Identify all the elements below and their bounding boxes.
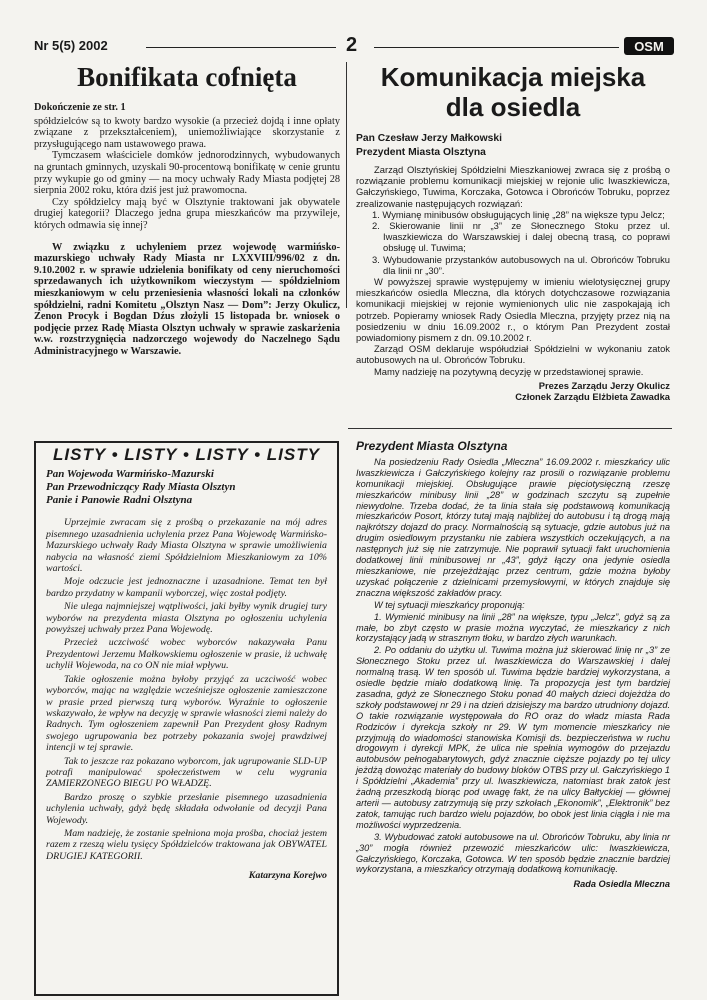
article-paragraph: Mamy nadzieję na pozytywną decyzję w przedstawionej sprawie. xyxy=(374,365,644,377)
address-line: Pan Wojewoda Warmińsko-Mazurski xyxy=(46,468,214,481)
letter-paragraph: Przecież uczciwość wobec wyborców nakazywała Panu Prezydentowi Jerzemu Małkowskiemu ogłoszenie w prasie, iż uchwałę uchylił Wojewoda, na co ON nie miał wpływu. xyxy=(46,637,327,672)
proposal-list xyxy=(356,209,670,276)
address-line: Panie i Panowie Radni Olsztyna xyxy=(46,494,193,507)
article-paragraph: Tymczasem właściciele domków jednorodzinnych, wybudowanych na gruntach gminnych, uzyskali 90-procentową bonifikatę w cenie gruntu przy wykupie go od gminy — na mocy uchwały Rady Miasta podjętej 28 sierpnia 2002 roku, która dziś jest już prawomocna. xyxy=(34,150,340,197)
osm-logo xyxy=(624,37,674,55)
letter-paragraph: Bardzo proszę o szybkie przesłanie pisemnego uzasadnienia uchylenia uchwały, gdyż będę składała odwołanie od decyzji Pana Wojewody. xyxy=(46,791,327,826)
article-paragraph: spółdzielców są to kwoty bardzo wysokie (a przecież dojdą i inne opłaty związane z przekształceniem), uniemożliwiające skorzystanie z przysługującego nam ustawowego prawa. xyxy=(34,115,340,150)
article-paragraph: W powyższej sprawie występujemy w imieniu wielotysięcznej grupy mieszkańców osiedla Mleczna, dla których dotychczasowe rozwiązania komunikacji miejskiej w rejonie wymienionych ulic nie zaspokajają ich potrzeb. Popieramy wniosek Rady Osiedla Mleczna, przyjęty przez nią na posiedzeniu w dniu 16.09.2002 r., o którym Pan Prezydent został powiadomiony pismem z dn. 09.10.2002 r. xyxy=(356,276,670,344)
council-paragraph: W tej sytuacji mieszkańcy proponują: xyxy=(374,599,525,610)
page-header xyxy=(34,36,674,58)
council-paragraph: 2. Po oddaniu do użytku ul. Tuwima można już skierować linię nr „3” ze Słonecznego Stoku przez ul. Iwaszkiewicza do Warszawskiej i dalej normalną trasą. W ten sposób ul. Tuwima będzie bardziej wykorzystana, a osiedle będzie miało dodatkową linię. Ta propozycja jest tym bardziej zasadna, gdyż ze Słonecznego Stoku ponad 40 małych dzieci dojeżdża do szkoły podstawowej nr 29 i na dzień dzisiejszy ma bardzo utrudniony dojazd. O takie rozwiązanie występowała do RO oraz do władz miasta Rada Rodziców i dyrekcja szkoły nr 29. W tym momencie mieszkańcy nie przyjmują do wiadomości stanowiska Komisji ds. bezpieczeństwa w ruchu drogowym i dyrekcji MPK, że ulica nie spełnia wymogów do przejazdu autobusów pełnogabarytowych, gdyż znacznie cięższe pojazdy po tej ulicy jeżdżą dowożąc materiały do budowy bloków OTBS przy ul. Gałczyńskiego 1 i Spółdzielni „Akademia” przy ul. Iwaszkiewicza, natomiast brak zatok jest żadną przeszkodą biorąc pod uwagę fakt, że na ulicy Bałtyckiej — głównej arterii — autobusy zatrzymują się przy szkołach „Ekonomik”, „Elektronik” bez zatok, tamując ruch bardzo wielu pojazdów, bo obok jest linia ciągła i nie ma możliwości wyprzedzenia. xyxy=(356,645,670,830)
article-bold-paragraph: W związku z uchyleniem przez wojewodę warmińsko-mazurskiego uchwały Rady Miasta nr LXXVIII/996/02 z dn. 9.10.2002 r. w sprawie udzielenia bonifikaty od ceny nieruchomości sprzedawanych ich użytkownikom wieczystym — spółdzielniom mieszkaniowym w celu przeniesienia własności lokali na członków spółdzielni, radni Komitetu „Olsztyn Nasz — Dom”: Jerzy Okulicz, Zenon Procyk i Bogdan Dźus złożyli 15 listopada br. wniosek o podjęcie przez Radę Miasta Olsztyn uchwały w sprawie zaskarżenia w.w. rozstrzygnięcia nadzorczego wojewody do Naczelnego Sądu Administracyjnego w Warszawie. xyxy=(34,241,340,357)
page-number: 2 xyxy=(346,34,358,56)
letter-paragraph: Nie ulega najmniejszej wątpliwości, jaki byłby wynik drugiej tury wyborów na prezydenta miasta Olsztyna po ogłoszeniu uchylenia powyższej uchwały przez Pana Wojewodę. xyxy=(46,601,327,636)
letter-paragraph: Tak to jeszcze raz pokazano wyborcom, jak ugrupowanie SLD-UP potrafi manipulować społeczeństwem w celu wygrania ZAMIERZONEGO BIEGU PO WŁADZĘ. xyxy=(46,755,327,790)
proposal-item: 1. Wymianę minibusów obsługujących linię „28” na większe typu Jelcz; xyxy=(372,208,665,220)
signature-member: Członek Zarządu Elżbieta Zawadka xyxy=(515,391,670,403)
title-line: dla osiedla xyxy=(445,92,581,122)
column-divider xyxy=(346,62,347,308)
address-line: Pan Przewodniczący Rady Miasta Olsztyn xyxy=(46,481,236,494)
title-line: Komunikacja miejska xyxy=(380,62,646,92)
letter-address xyxy=(46,468,327,507)
letters-box xyxy=(34,441,339,996)
recipient-name: Pan Czesław Jerzy Małkowski xyxy=(356,133,502,144)
section-divider xyxy=(348,428,672,429)
council-paragraph: Na posiedzeniu Rady Osiedla „Mleczna” 16.09.2002 r. mieszkańcy ulic Iwaszkiewicza i Gałczyńskiego kolejny raz prosili o rozwiązanie problemu komunikacji miejskiej. Obsługujące prawie pięciotysięczną rzeszę mieszkańców minibusy linii „28” w godzinach szczytu są zupełnie niewydolne. Trzeba dodać, że ta linia stała się podstawową komunikacją mieszkańców Posort, którzy tutaj mają najbliżej do autobusu i tą drogą mają najkrótszy dojazd do pracy. Normalnością są sytuacje, gdzie autobus już na drugim osiedlowym przystanku nie zabiera wszystkich oczekujących, a na następnych już się nie zatrzymuje. Nie poprawił sytuacji fakt uruchomienia dodatkowej linii minibusowej nr „43”, gdyż łączy ona jedynie osiedla mieszkaniowe, nie przejeżdżając przez centrum, gdzie można byłoby uzyskać połączenie z dzielnicami przemysłowymi, w których znajduje się znaczna większość zakładów pracy. xyxy=(356,456,670,598)
article-paragraph: Zarząd OSM deklaruje współudział Spółdzielni w wykonaniu zatok autobusowych na ul. Obrońców Tobruku. xyxy=(356,343,670,366)
logo-text: OSM xyxy=(634,39,664,54)
letters-banner: LISTY • LISTY • LISTY • LISTY xyxy=(53,445,320,464)
letter-signature: Katarzyna Korejwo xyxy=(248,870,327,882)
proposal-item: 2. Skierowanie linii nr „3” ze Słonecznego Stoku przez ul. Iwaszkiewicza do Warszawskiej i dalej obecną trasą, co poprawi obsługę ul. Tuwima; xyxy=(372,220,670,254)
article-paragraph: Czy spółdzielcy mają być w Olsztynie traktowani jak obywatele drugiej kategorii? Dlaczego jedna grupa mieszkańców ma przywileje, których odmawia się innej? xyxy=(34,196,340,231)
council-paragraph: 1. Wymienić minibusy na linii „28” na większe, typu „Jelcz”, gdyż są za małe, bo zbyt często w prasie można wyczytać, że mieszkańcy z nich korzystający jadą w strasznym tłoku, w bardzo złych warunkach. xyxy=(356,611,670,644)
bonifikata-article xyxy=(34,62,340,357)
header-rule-left xyxy=(146,47,336,48)
council-letter xyxy=(356,441,670,890)
continuation-note: Dokończenie ze str. 1 xyxy=(34,102,126,113)
recipient-title: Prezydent Miasta Olsztyna xyxy=(356,147,486,158)
council-paragraph: 3. Wybudować zatoki autobusowe na ul. Obrońców Tobruku, aby linia nr „30” mogła również przewozić mieszkańców ulic: Iwaszkiewicza, Gałczyńskiego, Korczaka, Gotowca. W ten sposób będzie znacznie bardziej wykorzystana, a mieszkańcy otrzymają dodatkową komunikację. xyxy=(356,831,670,875)
komunikacja-article xyxy=(356,62,670,402)
letter-paragraph: Takie ogłoszenie można byłoby przyjąć za uczciwość wobec wyborców, mając na względzie wcześniejsze ogłoszenie zamieszczone w prasie przed pierwszą turą wyborów. Wyraźnie to ogłoszenie wskazywało, że wpływ na decyzję w sprawie własności ziemi należy do Radnych. Tym ogłoszeniem zapewnił Pan Prezydent głosy Radnym swojego ugrupowania bez potrzeby pokazania swojej prawdziwej intencji w tej sprawie. xyxy=(46,673,327,754)
article-title xyxy=(356,62,670,122)
council-heading: Prezydent Miasta Olsztyna xyxy=(356,439,508,453)
council-signature: Rada Osiedla Mleczna xyxy=(573,879,670,890)
article-paragraph: Zarząd Olsztyńskiej Spółdzielni Mieszkaniowej zwraca się z prośbą o rozwiązanie problemu komunikacji miejskiej w rejonie ulic Iwaszkiewicza, Gałczyńskiego, Tuwima, Korczaka, Gotowca i Obrońców Tobruku, poprzez zrealizowanie następujących rozwiązań: xyxy=(356,164,670,209)
letter-paragraph: Uprzejmie zwracam się z prośbą o przekazanie na mój adres pisemnego uzasadnienia uchylenia przez Pana Wojewodę Warmińsko-Mazurskiego uchwały Rady Miasta Olsztyna w sprawie umożliwienia nabycia na własność ziemi Spółdzielniom Mieszkaniowym za 10% wartości. xyxy=(46,517,327,575)
letter-paragraph: Moje odczucie jest jednoznaczne i uzasadnione. Temat ten był bardzo przydatny w kampanii wyborczej, więc został podjęty. xyxy=(46,576,327,599)
header-rule-right xyxy=(374,47,619,48)
issue-number: Nr 5(5) 2002 xyxy=(34,38,108,53)
letter-paragraph: Mam nadzieję, że zostanie spełniona moja prośba, chociaż jestem razem z rzeszą wielu tysięcy Spółdzielców traktowana jak OBYWATEL DRUGIEJ KATEGORII. xyxy=(46,827,327,862)
signature-president: Prezes Zarządu Jerzy Okulicz xyxy=(538,379,670,391)
article-title: Bonifikata cofnięta xyxy=(77,62,297,92)
proposal-item: 3. Wybudowanie przystanków autobusowych na ul. Obrońców Tobruku dla linii nr „30”. xyxy=(372,253,670,276)
